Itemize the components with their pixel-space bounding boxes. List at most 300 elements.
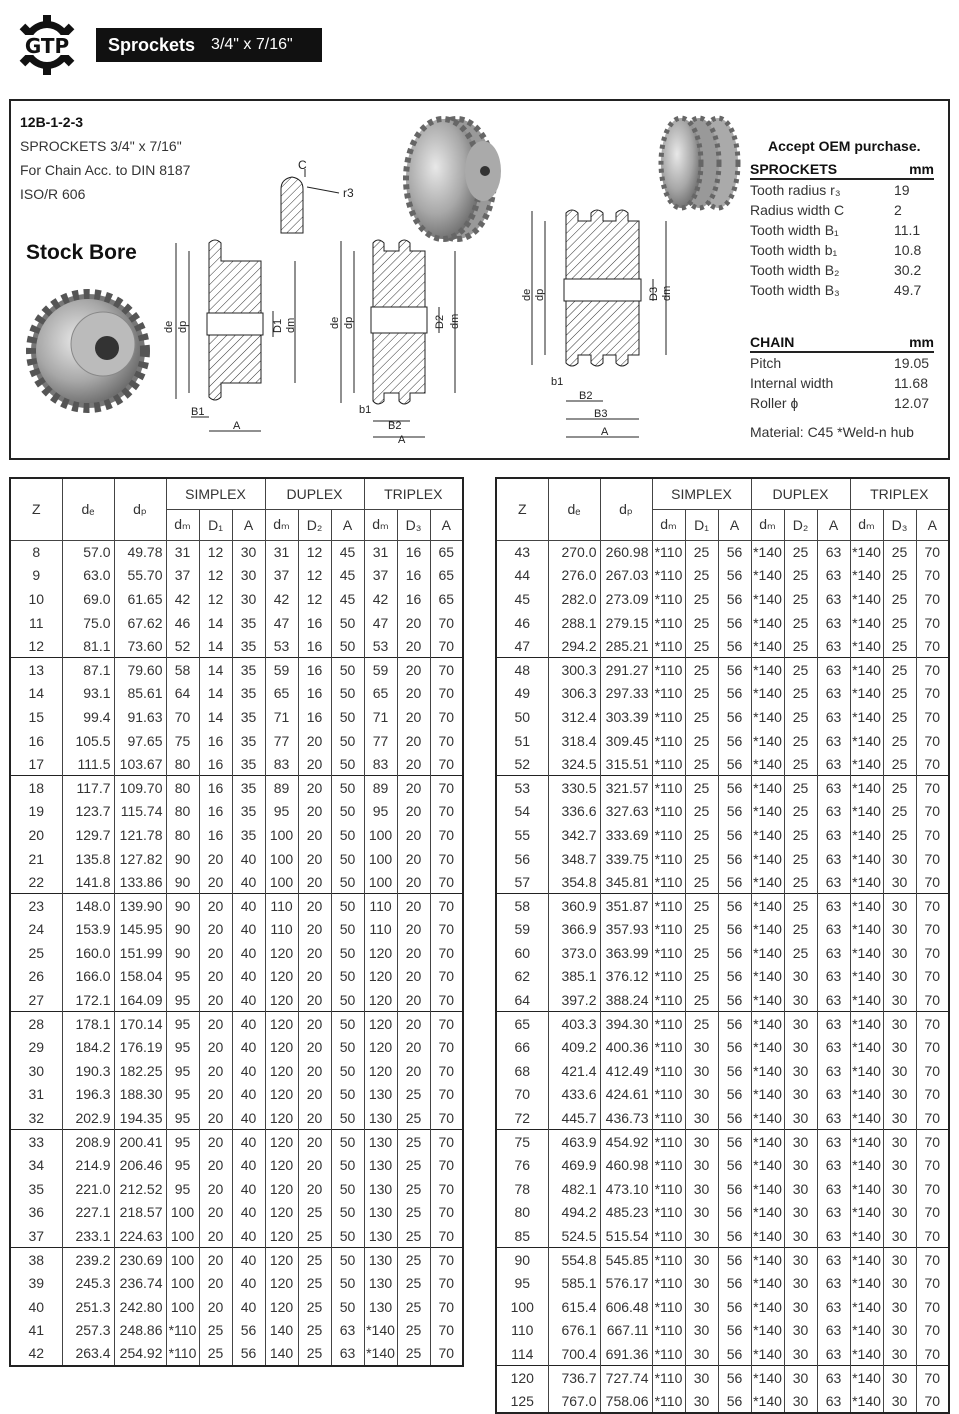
table-cell: 30 <box>784 1271 817 1295</box>
table-cell: 25 <box>685 752 718 776</box>
table-cell: 263.4 <box>62 1342 114 1366</box>
table-cell: 63 <box>817 634 850 658</box>
table-row <box>496 1389 949 1413</box>
table-cell: 63 <box>817 941 850 965</box>
table-cell: 214.9 <box>62 1153 114 1177</box>
table-cell: 554.8 <box>548 1248 600 1272</box>
table-cell: 51 <box>496 729 548 753</box>
table-row <box>496 823 949 847</box>
table-cell: *140 <box>751 634 784 658</box>
table-cell: 63 <box>817 1295 850 1319</box>
table-cell: 25 <box>784 705 817 729</box>
table-cell: 25 <box>784 658 817 682</box>
table-cell: 70 <box>430 870 463 894</box>
table-row <box>496 1083 949 1107</box>
table-cell: 306.3 <box>548 682 600 706</box>
table-cell: 100 <box>166 1248 199 1272</box>
sprocket-param-row <box>750 220 934 240</box>
table-cell: 50 <box>331 1012 364 1036</box>
table-cell: *110 <box>652 1366 685 1390</box>
table-cell: 70 <box>916 1224 949 1248</box>
table-cell: 25 <box>685 658 718 682</box>
chain-param-row <box>750 393 934 413</box>
table-cell: *140 <box>850 564 883 588</box>
table-cell: 576.17 <box>600 1271 652 1295</box>
table-cell: *110 <box>652 776 685 800</box>
table-cell: 56 <box>718 847 751 871</box>
table-cell: 20 <box>199 894 232 918</box>
table-cell: 42 <box>10 1342 62 1366</box>
table-cell: 110 <box>364 894 397 918</box>
table-cell: 70 <box>430 729 463 753</box>
table-cell: *140 <box>751 587 784 611</box>
table-cell: 50 <box>331 752 364 776</box>
table-cell: 63 <box>817 1083 850 1107</box>
table-cell: 70 <box>430 1224 463 1248</box>
table-cell: *110 <box>652 1319 685 1343</box>
stock-bore-label: Stock Bore <box>26 241 137 264</box>
table-cell: 127.82 <box>114 847 166 871</box>
table-cell: 70 <box>430 823 463 847</box>
table-cell: 70 <box>916 1389 949 1413</box>
table-cell: 123.7 <box>62 800 114 824</box>
spec-description: SPROCKETS 3/4" x 7/16" <box>20 138 182 154</box>
table-row <box>496 540 949 564</box>
table-cell: 25 <box>685 800 718 824</box>
table-cell: 56 <box>718 894 751 918</box>
table-cell: 30 <box>883 894 916 918</box>
tooth-profile-detail <box>281 158 354 233</box>
table-cell: 17 <box>10 752 62 776</box>
table-row <box>10 611 463 635</box>
table-row <box>10 1130 463 1154</box>
table-cell: 56 <box>718 1248 751 1272</box>
table-cell: 50 <box>331 705 364 729</box>
table-cell: 93.1 <box>62 682 114 706</box>
table-cell: 56 <box>718 918 751 942</box>
table-cell: *110 <box>652 611 685 635</box>
table-cell: 12 <box>199 564 232 588</box>
table-cell: 727.74 <box>600 1366 652 1390</box>
table-row <box>496 564 949 588</box>
table-cell: 65 <box>496 1012 548 1036</box>
table-cell: 130 <box>364 1224 397 1248</box>
table-cell: 56 <box>718 1366 751 1390</box>
table-cell: 20 <box>298 941 331 965</box>
table-cell: 70 <box>916 705 949 729</box>
table-row <box>10 705 463 729</box>
table-cell: 196.3 <box>62 1083 114 1107</box>
table-row <box>10 776 463 800</box>
table-cell: 397.2 <box>548 988 600 1012</box>
table-cell: *110 <box>652 634 685 658</box>
table-cell: *110 <box>652 658 685 682</box>
table-cell: 70 <box>430 1059 463 1083</box>
logo-text: GTP <box>24 34 70 58</box>
param-label: Tooth radius r₃ <box>750 182 841 198</box>
table-cell: 50 <box>331 1059 364 1083</box>
table-cell: 95 <box>166 1012 199 1036</box>
table-cell: 50 <box>331 1153 364 1177</box>
table-cell: 73.60 <box>114 634 166 658</box>
table-cell: 89 <box>364 776 397 800</box>
svg-text:de: de <box>163 320 175 333</box>
table-cell: 25 <box>883 800 916 824</box>
table-cell: 63 <box>331 1319 364 1343</box>
table-cell: 50 <box>331 870 364 894</box>
table-cell: 120 <box>265 988 298 1012</box>
table-cell: 321.57 <box>600 776 652 800</box>
table-cell: 53 <box>364 634 397 658</box>
table-cell: 120 <box>265 941 298 965</box>
table-cell: 85 <box>496 1224 548 1248</box>
table-cell: 63 <box>817 1012 850 1036</box>
table-cell: 70 <box>430 1083 463 1107</box>
table-cell: 35 <box>232 634 265 658</box>
table-cell: 30 <box>883 1059 916 1083</box>
col-header-a: A <box>232 509 265 540</box>
table-cell: 25 <box>685 894 718 918</box>
table-cell: *140 <box>850 847 883 871</box>
table-cell: 110 <box>496 1319 548 1343</box>
table-cell: 70 <box>916 1342 949 1366</box>
table-cell: 25 <box>397 1248 430 1272</box>
table-cell: 20 <box>397 682 430 706</box>
table-cell: 70 <box>916 941 949 965</box>
table-cell: 288.1 <box>548 611 600 635</box>
table-cell: 63 <box>817 870 850 894</box>
table-cell: 30 <box>784 1130 817 1154</box>
table-cell: *140 <box>850 1177 883 1201</box>
table-row <box>10 847 463 871</box>
table-cell: 667.11 <box>600 1319 652 1343</box>
table-cell: 120 <box>265 965 298 989</box>
table-cell: 16 <box>10 729 62 753</box>
table-cell: 166.0 <box>62 965 114 989</box>
sprocket-photo-duplex <box>406 119 501 239</box>
table-cell: 45 <box>331 587 364 611</box>
svg-text:dm: dm <box>449 313 461 329</box>
table-cell: 90 <box>166 870 199 894</box>
table-row <box>496 1130 949 1154</box>
sprocket-table-left <box>9 477 464 1367</box>
table-cell: 70 <box>916 1130 949 1154</box>
table-cell: 336.6 <box>548 800 600 824</box>
table-row <box>496 1342 949 1366</box>
table-cell: 120 <box>265 1083 298 1107</box>
table-cell: 30 <box>784 1153 817 1177</box>
table-cell: 172.1 <box>62 988 114 1012</box>
table-cell: 63.0 <box>62 564 114 588</box>
table-cell: 433.6 <box>548 1083 600 1107</box>
param-value: 19.05 <box>894 355 930 371</box>
svg-text:C: C <box>298 158 307 172</box>
table-cell: 56 <box>718 823 751 847</box>
table-cell: 97.65 <box>114 729 166 753</box>
table-cell: 115.74 <box>114 800 166 824</box>
table-cell: 20 <box>397 752 430 776</box>
table-cell: 63 <box>817 823 850 847</box>
table-cell: 50 <box>331 823 364 847</box>
table-cell: *140 <box>850 1319 883 1343</box>
table-cell: 767.0 <box>548 1389 600 1413</box>
table-cell: 63 <box>817 1389 850 1413</box>
table-cell: 37 <box>166 564 199 588</box>
table-cell: 50 <box>331 1106 364 1130</box>
table-cell: *140 <box>751 1342 784 1366</box>
table-cell: 30 <box>784 988 817 1012</box>
table-cell: 40 <box>232 965 265 989</box>
col-header-dp: dₚ <box>114 478 166 540</box>
table-cell: 25 <box>199 1319 232 1343</box>
table-cell: 63 <box>817 847 850 871</box>
table-cell: 56 <box>718 1035 751 1059</box>
table-cell: 56 <box>718 870 751 894</box>
table-cell: 111.5 <box>62 752 114 776</box>
table-cell: 40 <box>232 988 265 1012</box>
table-cell: 35 <box>232 729 265 753</box>
table-cell: 70 <box>430 1012 463 1036</box>
table-cell: 71 <box>364 705 397 729</box>
table-cell: 63 <box>817 1177 850 1201</box>
table-cell: 20 <box>199 965 232 989</box>
table-cell: *140 <box>751 1201 784 1225</box>
table-cell: 70 <box>916 752 949 776</box>
table-cell: 25 <box>397 1083 430 1107</box>
table-row <box>496 776 949 800</box>
table-cell: 65 <box>430 540 463 564</box>
table-cell: 30 <box>784 1319 817 1343</box>
col-header-a: A <box>718 509 751 540</box>
table-cell: 75 <box>496 1130 548 1154</box>
table-cell: 25 <box>685 634 718 658</box>
table-cell: 130 <box>364 1271 397 1295</box>
table-cell: 30 <box>784 1224 817 1248</box>
table-cell: 25 <box>685 540 718 564</box>
table-cell: *140 <box>751 564 784 588</box>
table-cell: 30 <box>685 1035 718 1059</box>
table-cell: 40 <box>232 1177 265 1201</box>
table-cell: 20 <box>298 1035 331 1059</box>
table-cell: 50 <box>331 658 364 682</box>
table-cell: *140 <box>751 1130 784 1154</box>
svg-text:dm: dm <box>661 285 673 301</box>
table-cell: 16 <box>199 823 232 847</box>
table-cell: 70 <box>916 1319 949 1343</box>
table-cell: 70 <box>916 870 949 894</box>
table-cell: 227.1 <box>62 1201 114 1225</box>
col-header-triplex: TRIPLEX <box>364 478 463 509</box>
param-label: Roller ɸ <box>750 395 799 411</box>
table-cell: 25 <box>883 634 916 658</box>
table-cell: 30 <box>883 870 916 894</box>
table-cell: 297.33 <box>600 682 652 706</box>
table-cell: 25 <box>397 1177 430 1201</box>
gtp-logo <box>10 13 84 77</box>
table-cell: 12 <box>298 564 331 588</box>
table-cell: 50 <box>331 800 364 824</box>
table-cell: 188.30 <box>114 1083 166 1107</box>
table-cell: 16 <box>199 800 232 824</box>
table-cell: *110 <box>652 1224 685 1248</box>
table-cell: 351.87 <box>600 894 652 918</box>
table-row <box>496 1035 949 1059</box>
table-cell: 120 <box>364 965 397 989</box>
svg-text:dp: dp <box>343 316 355 329</box>
table-cell: 63 <box>817 1342 850 1366</box>
table-cell: 388.24 <box>600 988 652 1012</box>
table-cell: 62 <box>496 965 548 989</box>
table-cell: 20 <box>298 729 331 753</box>
table-cell: 25 <box>298 1319 331 1343</box>
table-cell: 20 <box>298 1059 331 1083</box>
table-cell: 182.25 <box>114 1059 166 1083</box>
table-cell: 212.52 <box>114 1177 166 1201</box>
table-cell: 120 <box>265 1224 298 1248</box>
table-cell: 40 <box>232 1271 265 1295</box>
table-cell: 56 <box>718 1201 751 1225</box>
table-cell: 16 <box>298 705 331 729</box>
table-cell: *140 <box>850 1130 883 1154</box>
col-header-dm: dₘ <box>166 509 199 540</box>
table-cell: 30 <box>784 1248 817 1272</box>
table-cell: 25 <box>199 1342 232 1366</box>
table-cell: 59 <box>265 658 298 682</box>
table-cell: 30 <box>685 1106 718 1130</box>
table-row <box>10 1295 463 1319</box>
table-cell: 35 <box>10 1177 62 1201</box>
table-cell: 700.4 <box>548 1342 600 1366</box>
svg-text:A: A <box>601 426 609 438</box>
table-cell: 63 <box>817 1130 850 1154</box>
table-cell: 130 <box>364 1083 397 1107</box>
table-cell: 25 <box>883 705 916 729</box>
table-cell: *140 <box>751 705 784 729</box>
table-cell: 45 <box>331 540 364 564</box>
chain-params: CHAIN mm Pitch 19.05 Internal width 11.68 Roller ɸ 12.07 <box>750 334 934 411</box>
table-cell: 50 <box>331 988 364 1012</box>
table-cell: 13 <box>10 658 62 682</box>
table-cell: 285.21 <box>600 634 652 658</box>
table-cell: 63 <box>817 1153 850 1177</box>
table-cell: 70 <box>430 1271 463 1295</box>
table-cell: 16 <box>199 776 232 800</box>
table-cell: 120 <box>265 1201 298 1225</box>
table-cell: 50 <box>331 729 364 753</box>
table-cell: 16 <box>298 634 331 658</box>
table-cell: 30 <box>883 1319 916 1343</box>
table-row <box>10 1083 463 1107</box>
table-cell: 95 <box>166 1059 199 1083</box>
col-header-a: A <box>916 509 949 540</box>
table-cell: 56 <box>232 1319 265 1343</box>
table-cell: 20 <box>397 705 430 729</box>
table-cell: 315.51 <box>600 752 652 776</box>
table-cell: 257.3 <box>62 1319 114 1343</box>
table-cell: 30 <box>685 1083 718 1107</box>
table-cell: 26 <box>10 965 62 989</box>
table-cell: 59 <box>364 658 397 682</box>
table-cell: 70 <box>430 847 463 871</box>
table-cell: 239.2 <box>62 1248 114 1272</box>
table-cell: 153.9 <box>62 918 114 942</box>
table-cell: 30 <box>883 918 916 942</box>
col-header-duplex: DUPLEX <box>751 478 850 509</box>
col-header-d3: D₃ <box>397 509 430 540</box>
table-cell: 70 <box>916 1153 949 1177</box>
sprocket-param-row <box>750 180 934 200</box>
table-cell: 114 <box>496 1342 548 1366</box>
table-row <box>496 965 949 989</box>
table-row <box>496 988 949 1012</box>
col-header-a: A <box>817 509 850 540</box>
table-cell: 50 <box>331 1201 364 1225</box>
table-cell: 70 <box>916 634 949 658</box>
table-cell: *140 <box>751 988 784 1012</box>
table-cell: 56 <box>718 1130 751 1154</box>
table-cell: *140 <box>751 658 784 682</box>
table-row <box>496 658 949 682</box>
table-cell: 50 <box>331 682 364 706</box>
table-cell: *140 <box>751 776 784 800</box>
table-cell: 59 <box>496 918 548 942</box>
table-cell: *140 <box>850 682 883 706</box>
table-row <box>10 965 463 989</box>
table-cell: 30 <box>883 1012 916 1036</box>
table-cell: 129.7 <box>62 823 114 847</box>
table-cell: 294.2 <box>548 634 600 658</box>
table-row <box>10 1059 463 1083</box>
table-cell: 110 <box>265 894 298 918</box>
table-cell: 56 <box>718 1106 751 1130</box>
table-cell: 25 <box>298 1342 331 1366</box>
table-cell: 70 <box>430 988 463 1012</box>
table-cell: 120 <box>265 1295 298 1319</box>
table-cell: 70 <box>916 658 949 682</box>
table-cell: *110 <box>652 1248 685 1272</box>
param-value: 49.7 <box>894 282 922 298</box>
param-label: Tooth width B₁ <box>750 222 839 238</box>
table-cell: 57 <box>496 870 548 894</box>
table-cell: 30 <box>883 1342 916 1366</box>
table-cell: 50 <box>331 1224 364 1248</box>
table-cell: 56 <box>718 1224 751 1248</box>
table-cell: 40 <box>232 870 265 894</box>
table-cell: 63 <box>817 1035 850 1059</box>
table-cell: 248.86 <box>114 1319 166 1343</box>
table-cell: 80 <box>166 752 199 776</box>
table-cell: 16 <box>298 658 331 682</box>
table-cell: 25 <box>784 634 817 658</box>
table-cell: 63 <box>817 1106 850 1130</box>
table-cell: 676.1 <box>548 1319 600 1343</box>
table-cell: 89 <box>265 776 298 800</box>
table-cell: 40 <box>232 894 265 918</box>
param-label: Tooth width B₂ <box>750 262 840 278</box>
table-cell: 615.4 <box>548 1295 600 1319</box>
table-cell: 251.3 <box>62 1295 114 1319</box>
table-cell: 70 <box>916 776 949 800</box>
table-cell: 100 <box>496 1295 548 1319</box>
table-cell: 100 <box>166 1295 199 1319</box>
table-cell: 25 <box>784 564 817 588</box>
table-cell: 242.80 <box>114 1295 166 1319</box>
table-cell: 20 <box>298 1083 331 1107</box>
table-cell: 120 <box>364 1059 397 1083</box>
table-cell: 45 <box>496 587 548 611</box>
table-cell: 190.3 <box>62 1059 114 1083</box>
table-cell: 20 <box>199 1106 232 1130</box>
